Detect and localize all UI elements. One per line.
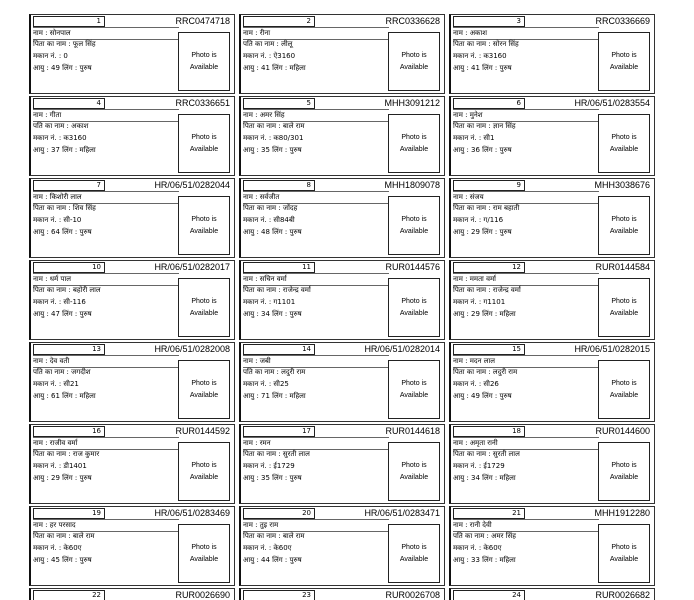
voter-name: नाम : गीता (33, 109, 179, 122)
serial-number: 23 (243, 590, 315, 600)
relation-name: पिता का नाम : फूल सिंह (33, 40, 96, 48)
age-gender: आयु : 29 लिंग : पुरुष (453, 228, 512, 236)
voter-name: नाम : सर्वजीत (243, 191, 389, 204)
age-gender: आयु : 29 लिंग : महिला (453, 310, 516, 318)
age-gender: आयु : 45 लिंग : पुरुष (33, 556, 92, 564)
voter-card (29, 342, 235, 422)
photo-placeholder (388, 196, 440, 255)
voter-card (29, 96, 235, 176)
serial-number: 2 (243, 16, 315, 27)
epic-number: RRC0474718 (175, 16, 230, 26)
voter-card (449, 588, 655, 600)
photo-placeholder (598, 524, 650, 583)
house-number: मकान नं. : ई1729 (243, 462, 295, 470)
epic-number: RUR0144576 (385, 262, 440, 272)
voter-name: नाम : धर्म पाल (33, 273, 179, 286)
photo-placeholder (178, 442, 230, 501)
house-number: मकान नं. : के60ए (243, 544, 292, 552)
serial-number: 19 (33, 508, 105, 519)
relation-name: पिता का नाम : सोरन सिंह (453, 40, 519, 48)
serial-number: 7 (33, 180, 105, 191)
photo-text-line1: Photo is (611, 133, 637, 141)
epic-number: HR/06/51/0282014 (364, 344, 440, 354)
age-gender: आयु : 34 लिंग : महिला (453, 474, 516, 482)
house-number: मकान नं. : ई1729 (453, 462, 505, 470)
voter-card (29, 178, 235, 258)
relation-name: पिता का नाम : सुरती लाल (453, 450, 520, 458)
relation-name: पति का नाम : अकाश (33, 122, 89, 130)
voter-name: नाम : ममता वर्मा (453, 273, 599, 286)
photo-placeholder (178, 278, 230, 337)
photo-text-line1: Photo is (401, 215, 427, 223)
epic-number: HR/06/51/0282017 (154, 262, 230, 272)
epic-number: MHH3038676 (594, 180, 650, 190)
voter-name: नाम : सचिन वर्मा (243, 273, 389, 286)
photo-text-line2: Available (609, 227, 639, 235)
voter-name: नाम : मुनेश (453, 109, 599, 122)
voter-card (449, 260, 655, 340)
serial-number: 5 (243, 98, 315, 109)
photo-placeholder (178, 32, 230, 91)
voter-name: नाम : रीना (243, 27, 389, 40)
photo-text-line2: Available (399, 473, 429, 481)
photo-text-line2: Available (399, 555, 429, 563)
relation-name: पिता का नाम : राजेन्द्र वर्मा (243, 286, 311, 294)
age-gender: आयु : 61 लिंग : महिला (33, 392, 96, 400)
epic-number: HR/06/51/0282015 (574, 344, 650, 354)
epic-number: RRC0336651 (175, 98, 230, 108)
relation-name: पति का नाम : जगदीश (33, 368, 91, 376)
photo-placeholder (178, 196, 230, 255)
voter-card (29, 424, 235, 504)
serial-number: 18 (453, 426, 525, 437)
epic-number: RUR0026708 (385, 590, 440, 600)
serial-number: 17 (243, 426, 315, 437)
voter-card (239, 14, 445, 94)
photo-text-line2: Available (609, 145, 639, 153)
serial-number: 9 (453, 180, 525, 191)
epic-number: RUR0144618 (385, 426, 440, 436)
voter-card (239, 588, 445, 600)
house-number: मकान नं. : सी1 (453, 134, 495, 142)
epic-number: HR/06/51/0283471 (364, 508, 440, 518)
age-gender: आयु : 49 लिंग : पुरुष (33, 64, 92, 72)
voter-card (449, 342, 655, 422)
voter-name: नाम : जबी (243, 355, 389, 368)
voter-card (239, 342, 445, 422)
relation-name: पिता का नाम : लदुरी राम (453, 368, 518, 376)
relation-name: पिता का नाम : शिव सिंह (33, 204, 96, 212)
epic-number: MHH1912280 (594, 508, 650, 518)
photo-text-line2: Available (609, 391, 639, 399)
epic-number: HR/06/51/0283554 (574, 98, 650, 108)
photo-text-line1: Photo is (401, 297, 427, 305)
age-gender: आयु : 35 लिंग : पुरुष (243, 146, 302, 154)
voter-name: नाम : सोनपाल (33, 27, 179, 40)
photo-text-line1: Photo is (191, 379, 217, 387)
voter-name: नाम : हर परसाद (33, 519, 179, 532)
age-gender: आयु : 44 लिंग : पुरुष (243, 556, 302, 564)
photo-text-line2: Available (609, 63, 639, 71)
serial-number: 1 (33, 16, 105, 27)
house-number: मकान नं. : डी1401 (33, 462, 87, 470)
photo-text-line1: Photo is (611, 379, 637, 387)
voter-name: नाम : संजय (453, 191, 599, 204)
relation-name: पति का नाम : लीलू (243, 40, 293, 48)
photo-text-line1: Photo is (191, 543, 217, 551)
epic-number: HR/06/51/0282008 (154, 344, 230, 354)
photo-text-line1: Photo is (191, 51, 217, 59)
photo-placeholder (598, 360, 650, 419)
relation-name: पिता का नाम : राम बहाती (453, 204, 520, 212)
photo-text-line2: Available (609, 473, 639, 481)
relation-name: पति का नाम : अमर सिंह (453, 532, 516, 540)
voter-card (239, 424, 445, 504)
age-gender: आयु : 41 लिंग : महिला (243, 64, 306, 72)
photo-text-line1: Photo is (611, 51, 637, 59)
house-number: मकान नं. : क3160 (33, 134, 87, 142)
voter-card (29, 506, 235, 586)
photo-text-line2: Available (609, 309, 639, 317)
house-number: मकान नं. : ग/116 (453, 216, 504, 224)
house-number: मकान नं. : सी26 (453, 380, 499, 388)
voter-card (29, 588, 235, 600)
age-gender: आयु : 34 लिंग : पुरुष (243, 310, 302, 318)
photo-text-line2: Available (399, 227, 429, 235)
epic-number: HR/06/51/0283469 (154, 508, 230, 518)
photo-placeholder (388, 360, 440, 419)
serial-number: 10 (33, 262, 105, 273)
age-gender: आयु : 36 लिंग : पुरुष (453, 146, 512, 154)
age-gender: आयु : 41 लिंग : पुरुष (453, 64, 512, 72)
epic-number: RUR0144600 (595, 426, 650, 436)
relation-name: पिता का नाम : राज कुमार (33, 450, 100, 458)
photo-text-line1: Photo is (401, 543, 427, 551)
relation-name: पिता का नाम : बहोरी लाल (33, 286, 101, 294)
voter-card (449, 506, 655, 586)
photo-text-line2: Available (609, 555, 639, 563)
voter-name: नाम : अमर सिंह (243, 109, 389, 122)
serial-number: 21 (453, 508, 525, 519)
epic-number: RUR0144584 (595, 262, 650, 272)
serial-number: 14 (243, 344, 315, 355)
epic-number: RUR0144592 (175, 426, 230, 436)
photo-text-line2: Available (189, 227, 219, 235)
photo-text-line1: Photo is (611, 215, 637, 223)
voter-card (449, 96, 655, 176)
epic-number: HR/06/51/0282044 (154, 180, 230, 190)
photo-placeholder (388, 524, 440, 583)
house-number: मकान नं. : सी25 (243, 380, 289, 388)
photo-text-line1: Photo is (401, 461, 427, 469)
age-gender: आयु : 64 लिंग : पुरुष (33, 228, 92, 236)
photo-text-line1: Photo is (401, 133, 427, 141)
relation-name: पिता का नाम : ज्ञान सिंह (453, 122, 516, 130)
house-number: मकान नं. : के60ए (453, 544, 502, 552)
serial-number: 6 (453, 98, 525, 109)
photo-placeholder (178, 114, 230, 173)
photo-text-line2: Available (399, 63, 429, 71)
photo-placeholder (598, 114, 650, 173)
voter-card (239, 260, 445, 340)
serial-number: 20 (243, 508, 315, 519)
voter-name: नाम : तुइ राम (243, 519, 389, 532)
photo-placeholder (388, 278, 440, 337)
photo-placeholder (598, 442, 650, 501)
serial-number: 12 (453, 262, 525, 273)
house-number: मकान नं. : सी84बी (243, 216, 295, 224)
epic-number: MHH3091212 (384, 98, 440, 108)
voter-name: नाम : अकाश (453, 27, 599, 40)
serial-number: 4 (33, 98, 105, 109)
voter-name: नाम : किशोरी लाल (33, 191, 179, 204)
relation-name: पिता का नाम : बाले राम (243, 122, 305, 130)
voter-name: नाम : राजीव वर्मा (33, 437, 179, 450)
photo-placeholder (598, 278, 650, 337)
house-number: मकान नं. : ग1101 (243, 298, 296, 306)
voter-card (449, 424, 655, 504)
photo-placeholder (388, 32, 440, 91)
voter-name: नाम : रानी देवी (453, 519, 599, 532)
house-number: मकान नं. : के60ए (33, 544, 82, 552)
voter-card (239, 506, 445, 586)
serial-number: 16 (33, 426, 105, 437)
voter-name: नाम : अमृता रानी (453, 437, 599, 450)
relation-name: पिता का नाम : जोंदह (243, 204, 298, 212)
age-gender: आयु : 47 लिंग : पुरुष (33, 310, 92, 318)
voter-card (449, 14, 655, 94)
house-number: मकान नं. : सी-10 (33, 216, 82, 224)
photo-text-line1: Photo is (401, 51, 427, 59)
voter-card (29, 260, 235, 340)
serial-number: 13 (33, 344, 105, 355)
photo-placeholder (598, 32, 650, 91)
house-number: मकान नं. : ग1101 (453, 298, 506, 306)
relation-name: पिता का नाम : बाले राम (33, 532, 95, 540)
photo-text-line1: Photo is (191, 297, 217, 305)
photo-text-line1: Photo is (191, 215, 217, 223)
house-number: मकान नं. : क80/301 (243, 134, 304, 142)
relation-name: पिता का नाम : बाले राम (243, 532, 305, 540)
voter-card (239, 178, 445, 258)
serial-number: 24 (453, 590, 525, 600)
photo-text-line1: Photo is (191, 133, 217, 141)
house-number: मकान नं. : सी21 (33, 380, 79, 388)
photo-text-line2: Available (399, 391, 429, 399)
photo-text-line1: Photo is (611, 461, 637, 469)
age-gender: आयु : 71 लिंग : महिला (243, 392, 306, 400)
age-gender: आयु : 29 लिंग : पुरुष (33, 474, 92, 482)
voter-card (239, 96, 445, 176)
photo-text-line2: Available (189, 391, 219, 399)
epic-number: RUR0026682 (595, 590, 650, 600)
photo-placeholder (178, 524, 230, 583)
age-gender: आयु : 33 लिंग : महिला (453, 556, 516, 564)
voter-card (29, 14, 235, 94)
photo-text-line2: Available (189, 555, 219, 563)
serial-number: 11 (243, 262, 315, 273)
house-number: मकान नं. : सी-116 (33, 298, 86, 306)
epic-number: MHH1809078 (384, 180, 440, 190)
photo-text-line2: Available (189, 473, 219, 481)
photo-text-line1: Photo is (611, 297, 637, 305)
photo-text-line2: Available (399, 145, 429, 153)
photo-text-line2: Available (189, 63, 219, 71)
photo-placeholder (178, 360, 230, 419)
voter-name: नाम : रमन (243, 437, 389, 450)
photo-text-line1: Photo is (401, 379, 427, 387)
age-gender: आयु : 37 लिंग : महिला (33, 146, 96, 154)
age-gender: आयु : 48 लिंग : पुरुष (243, 228, 302, 236)
epic-number: RUR0026690 (175, 590, 230, 600)
photo-text-line2: Available (189, 309, 219, 317)
relation-name: पिता का नाम : राजेन्द्र वर्मा (453, 286, 521, 294)
photo-placeholder (388, 114, 440, 173)
voter-name: नाम : देव वती (33, 355, 179, 368)
photo-text-line2: Available (189, 145, 219, 153)
age-gender: आयु : 49 लिंग : पुरुष (453, 392, 512, 400)
house-number: मकान नं. : 0 (33, 52, 68, 60)
photo-text-line1: Photo is (611, 543, 637, 551)
serial-number: 22 (33, 590, 105, 600)
relation-name: पति का नाम : लदुरी राम (243, 368, 306, 376)
house-number: मकान नं. : ऐ3160 (243, 52, 296, 60)
age-gender: आयु : 35 लिंग : पुरुष (243, 474, 302, 482)
voter-card (449, 178, 655, 258)
photo-placeholder (388, 442, 440, 501)
photo-text-line2: Available (399, 309, 429, 317)
house-number: मकान नं. : क3160 (453, 52, 507, 60)
relation-name: पिता का नाम : सुरती लाल (243, 450, 310, 458)
serial-number: 15 (453, 344, 525, 355)
photo-placeholder (598, 196, 650, 255)
serial-number: 3 (453, 16, 525, 27)
voter-name: नाम : मदन लाल (453, 355, 599, 368)
photo-text-line1: Photo is (191, 461, 217, 469)
serial-number: 8 (243, 180, 315, 191)
epic-number: RRC0336628 (385, 16, 440, 26)
epic-number: RRC0336669 (595, 16, 650, 26)
